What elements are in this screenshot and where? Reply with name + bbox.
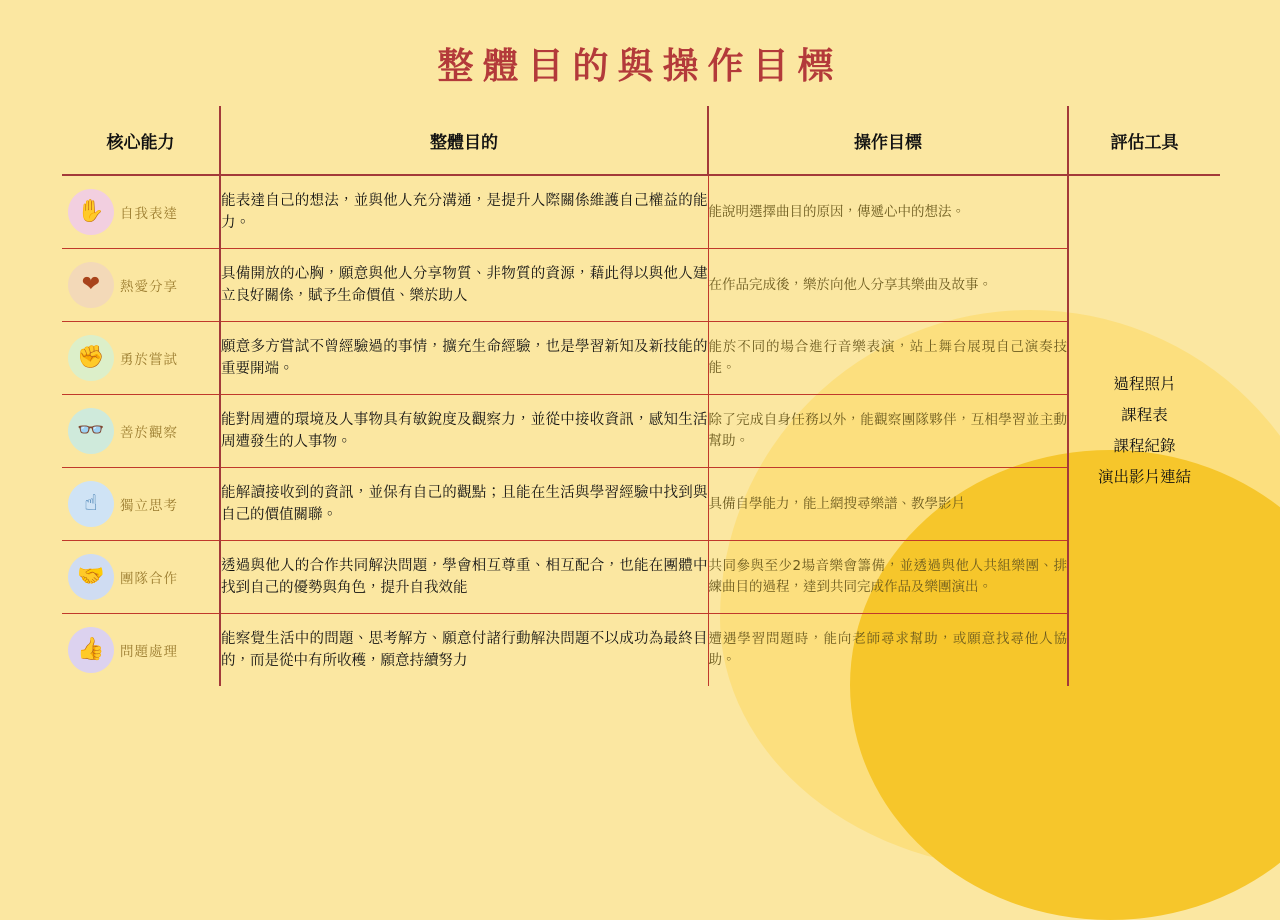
binoculars-icon: 👓 <box>68 408 114 454</box>
table-body <box>62 175 1220 686</box>
hand-raised-icon: ✋ <box>68 189 114 235</box>
operation-cell: 在作品完成後，樂於向他人分享其樂曲及故事。 <box>708 249 1068 322</box>
operation-cell: 能於不同的場合進行音樂表演，站上舞台展現自己演奏技能。 <box>708 322 1068 395</box>
goal-cell: 能解讀接收到的資訊，並保有自己的觀點；且能在生活與學習經驗中找到與自己的價值關聯。 <box>220 468 708 541</box>
operation-cell: 除了完成自身任務以外，能觀察團隊夥伴，互相學習並主動幫助。 <box>708 395 1068 468</box>
core-cell <box>62 468 220 541</box>
table-row <box>62 541 1220 614</box>
core-cell <box>62 322 220 395</box>
page-title: 整體目的與操作目標 <box>437 46 843 87</box>
table-row <box>62 249 1220 322</box>
goal-cell: 能表達自己的想法，並與他人充分溝通，是提升人際關係維護自己權益的能力。 <box>220 175 708 249</box>
thumbs-up-icon: 👍 <box>68 627 114 673</box>
operation-cell: 能說明選擇曲目的原因，傳遞心中的想法。 <box>708 175 1068 249</box>
pointing-finger-icon: ☝ <box>68 481 114 527</box>
goal-cell: 能察覺生活中的問題、思考解方、願意付諸行動解決問題不以成功為最終目的，而是從中有所收穫，願意持續努力 <box>220 614 708 687</box>
table-row <box>62 468 1220 541</box>
table-row <box>62 175 1220 249</box>
goal-cell: 具備開放的心胸，願意與他人分享物質、非物質的資源，藉此得以與他人建立良好關係，賦予生命價值、樂於助人 <box>220 249 708 322</box>
column-header-core: 核心能力 <box>62 106 220 175</box>
core-label: 勇於嘗試 <box>120 352 178 368</box>
table-header-row <box>62 106 1220 175</box>
core-cell <box>62 614 220 687</box>
heart-icon: ❤ <box>68 262 114 308</box>
operation-cell: 具備自學能力，能上網搜尋樂譜、教學影片 <box>708 468 1068 541</box>
evaluation-tool-item: 過程照片 <box>1113 375 1176 393</box>
core-label: 獨立思考 <box>120 498 178 514</box>
evaluation-tool-item: 課程表 <box>1121 406 1168 424</box>
core-cell <box>62 541 220 614</box>
goal-cell: 透過與他人的合作共同解決問題，學會相互尊重、相互配合，也能在團體中找到自己的優勢與角色，提升自我效能 <box>220 541 708 614</box>
operation-cell: 遭遇學習問題時，能向老師尋求幫助，或願意找尋他人協助。 <box>708 614 1068 687</box>
goal-cell: 願意多方嘗試不曾經驗過的事情，擴充生命經驗，也是學習新知及新技能的重要開端。 <box>220 322 708 395</box>
column-header-overall-goal: 整體目的 <box>220 106 708 175</box>
competency-matrix-table <box>62 106 1220 686</box>
fist-icon: ✊ <box>68 335 114 381</box>
column-header-operational-objective: 操作目標 <box>708 106 1068 175</box>
evaluation-tools-cell <box>1068 175 1220 686</box>
goal-cell: 能對周遭的環境及人事物具有敏銳度及觀察力，並從中接收資訊，感知生活周遭發生的人事物。 <box>220 395 708 468</box>
core-cell <box>62 249 220 322</box>
core-label: 熱愛分享 <box>120 279 178 295</box>
handshake-icon: 🤝 <box>68 554 114 600</box>
core-cell <box>62 175 220 249</box>
core-label: 問題處理 <box>120 644 178 660</box>
core-label: 自我表達 <box>120 206 178 222</box>
core-label: 善於觀察 <box>120 425 178 441</box>
operation-cell: 共同參與至少2場音樂會籌備，並透過與他人共組樂團、排練曲目的過程，達到共同完成作品及樂團演出。 <box>708 541 1068 614</box>
table-row <box>62 614 1220 687</box>
evaluation-tool-item: 演出影片連結 <box>1097 468 1191 486</box>
column-header-evaluation-tool: 評估工具 <box>1068 106 1220 175</box>
table-row <box>62 395 1220 468</box>
core-cell <box>62 395 220 468</box>
core-label: 團隊合作 <box>120 571 178 587</box>
table-header <box>62 106 1220 175</box>
evaluation-tool-item: 課程紀錄 <box>1113 437 1176 455</box>
table-row <box>62 322 1220 395</box>
